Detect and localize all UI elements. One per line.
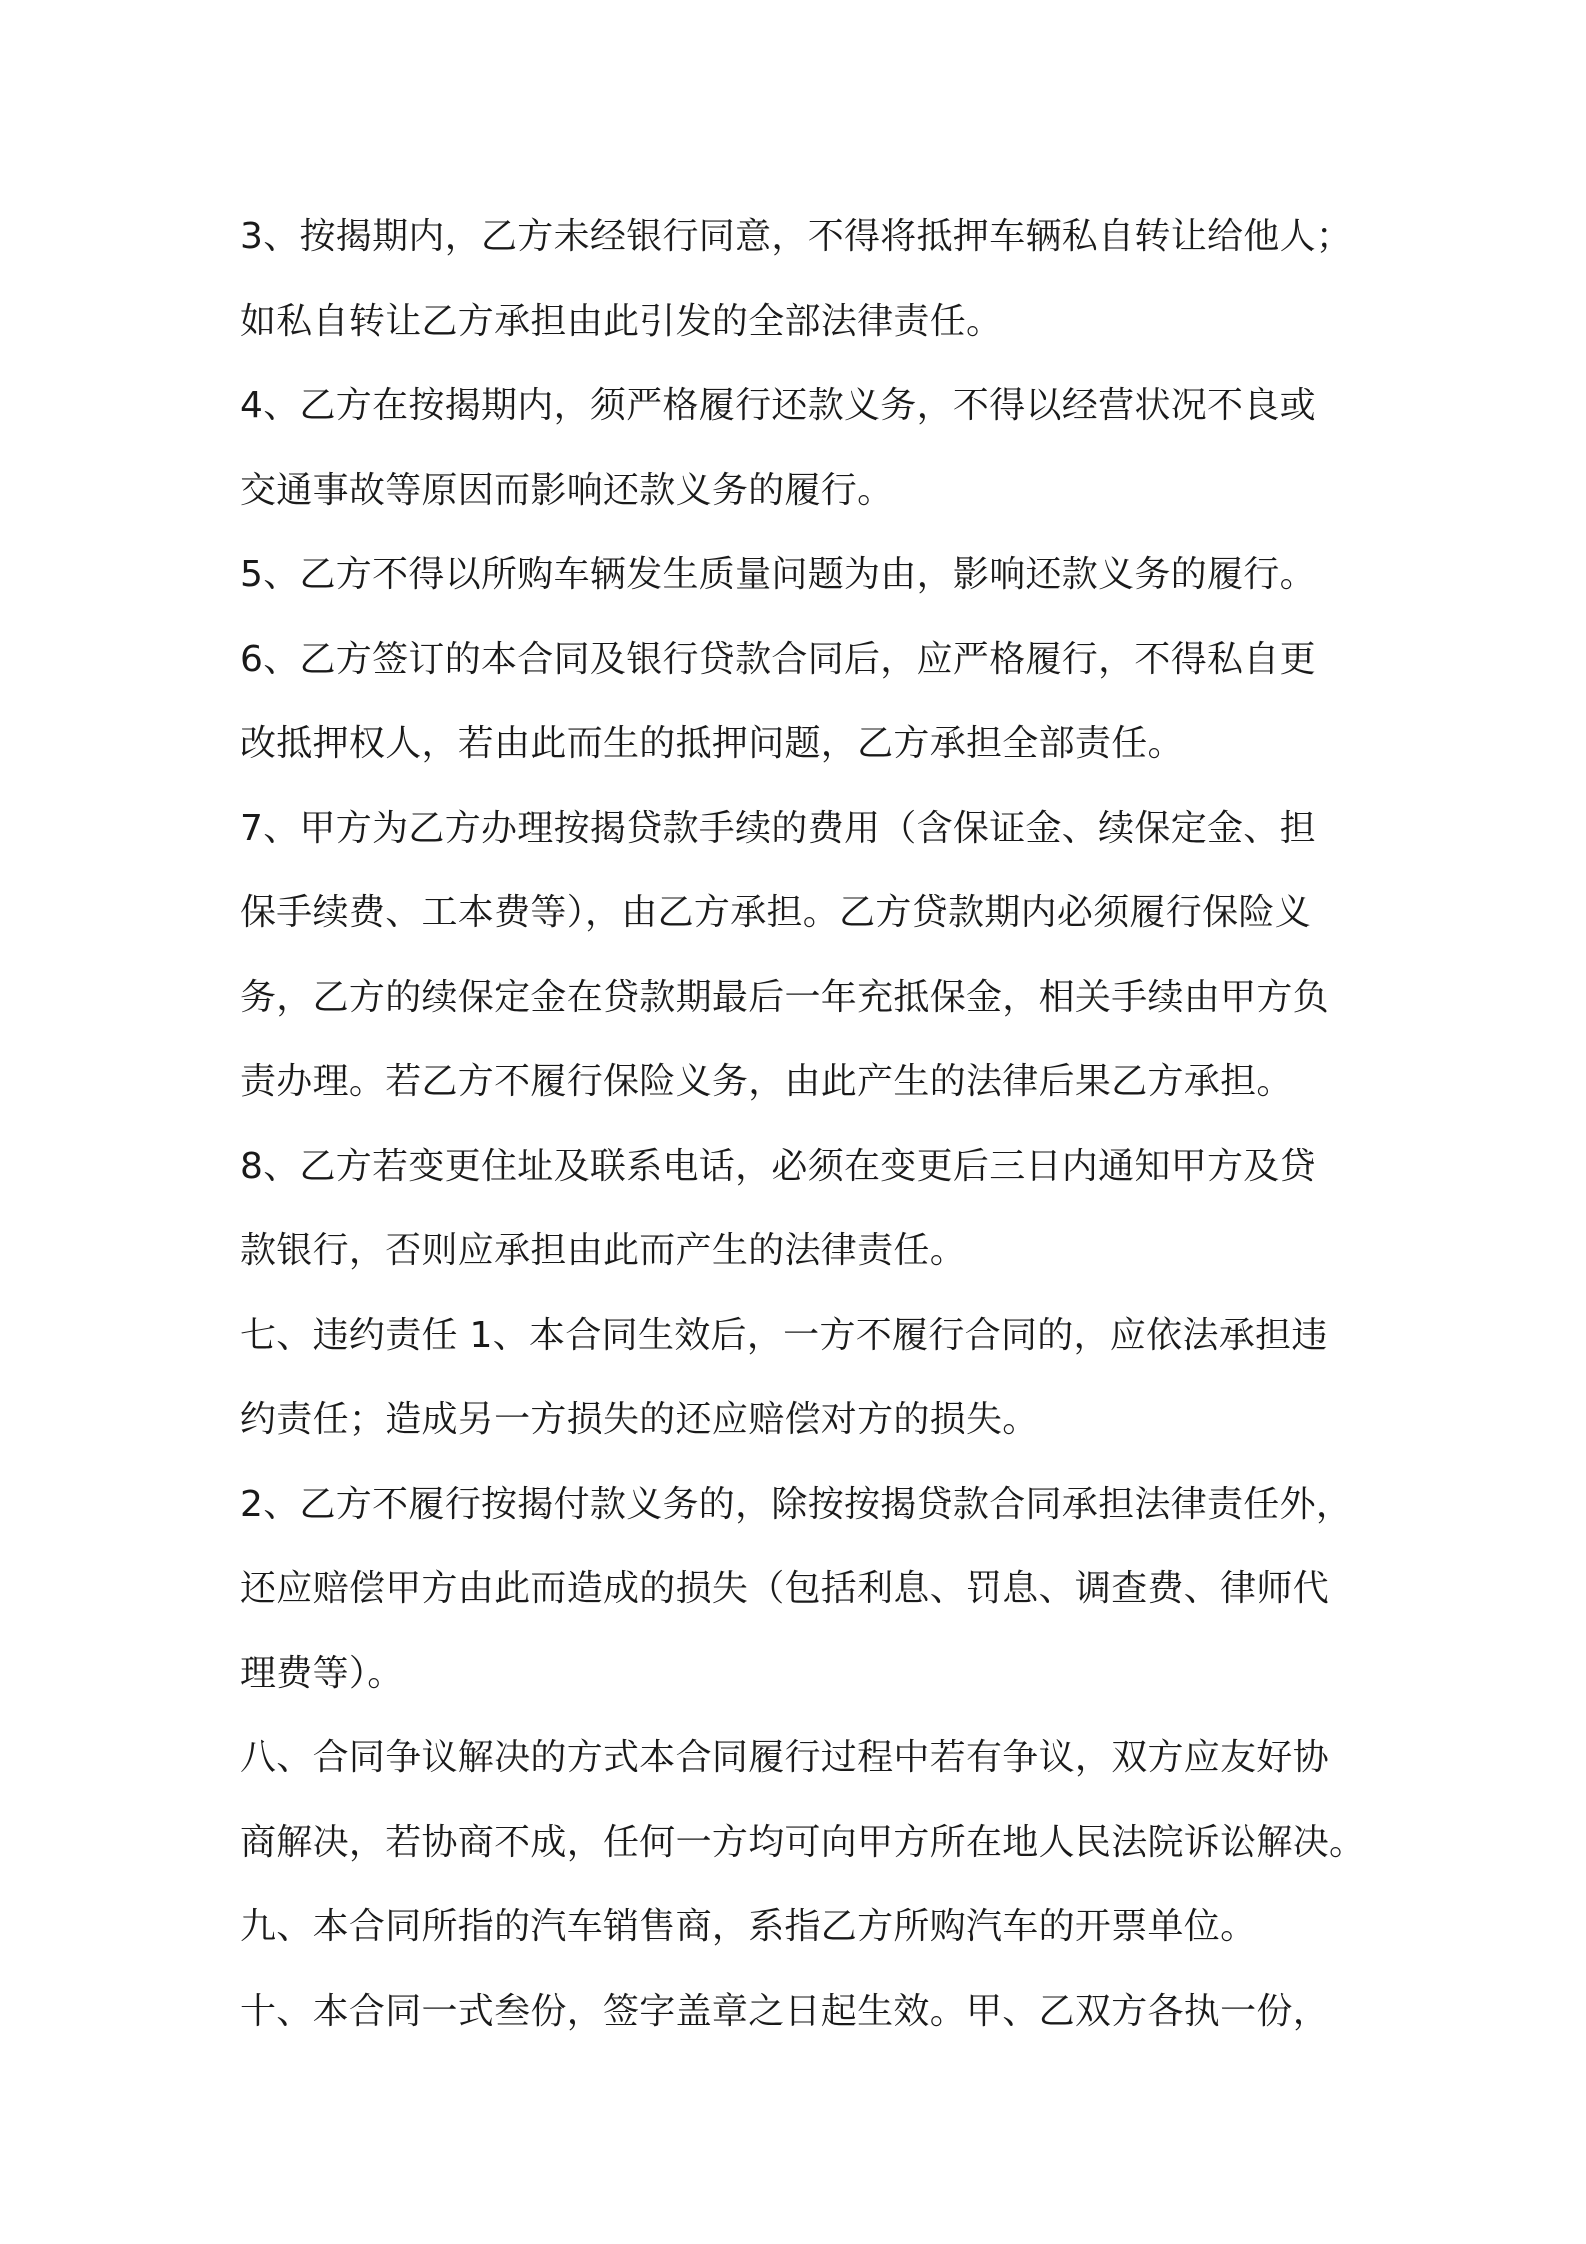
text-line: 九、本合同所指的汽车销售商，系指乙方所购汽车的开票单位。 — [240, 1906, 1257, 1947]
text-line: 十、本合同一式叁份，签字盖章之日起生效。甲、乙双方各执一份， — [240, 1990, 1330, 2032]
text-line: 务，乙方的续保定金在贷款期最后一年充抵保金，相关手续由甲方负 — [240, 976, 1330, 1018]
text-line: 4、乙方在按揭期内，须严格履行还款义务，不得以经营状况不良或 — [240, 385, 1316, 426]
contract-text-body — [240, 195, 1370, 2054]
text-line: 八、合同争议解决的方式本合同履行过程中若有争议，双方应友好协 — [240, 1737, 1330, 1778]
text-line: 商解决，若协商不成，任何一方均可向甲方所在地人民法院诉讼解决。 — [240, 1821, 1366, 1863]
text-line: 改抵押权人，若由此而生的抵押问题，乙方承担全部责任。 — [240, 723, 1184, 764]
text-line: 如私自转让乙方承担由此引发的全部法律责任。 — [240, 300, 1003, 342]
text-line: 约责任；造成另一方损失的还应赔偿对方的损失。 — [240, 1399, 1039, 1440]
text-line: 6、乙方签订的本合同及银行贷款合同后，应严格履行，不得私自更 — [240, 638, 1316, 680]
text-line: 还应赔偿甲方由此而造成的损失（包括利息、罚息、调查费、律师代 — [240, 1568, 1330, 1609]
text-line: 7、甲方为乙方办理按揭贷款手续的费用（含保证金、续保定金、担 — [240, 807, 1316, 849]
text-line: 8、乙方若变更住址及联系电话，必须在变更后三日内通知甲方及贷 — [240, 1145, 1316, 1187]
text-line: 2、乙方不履行按揭付款义务的，除按按揭贷款合同承担法律责任外， — [240, 1483, 1353, 1525]
text-line: 责办理。若乙方不履行保险义务，由此产生的法律后果乙方承担。 — [240, 1061, 1293, 1102]
text-line: 七、违约责任 1、本合同生效后，一方不履行合同的，应依法承担违 — [240, 1314, 1328, 1356]
text-line: 款银行，否则应承担由此而产生的法律责任。 — [240, 1230, 967, 1271]
text-line: 保手续费、工本费等），由乙方承担。乙方贷款期内必须履行保险义 — [240, 892, 1312, 933]
text-line: 理费等）。 — [240, 1652, 404, 1694]
text-line: 交通事故等原因而影响还款义务的履行。 — [240, 469, 894, 511]
text-line: 3、按揭期内，乙方未经银行同意，不得将抵押车辆私自转让给他人； — [240, 216, 1353, 257]
text-line: 5、乙方不得以所购车辆发生质量问题为由，影响还款义务的履行。 — [240, 554, 1316, 595]
